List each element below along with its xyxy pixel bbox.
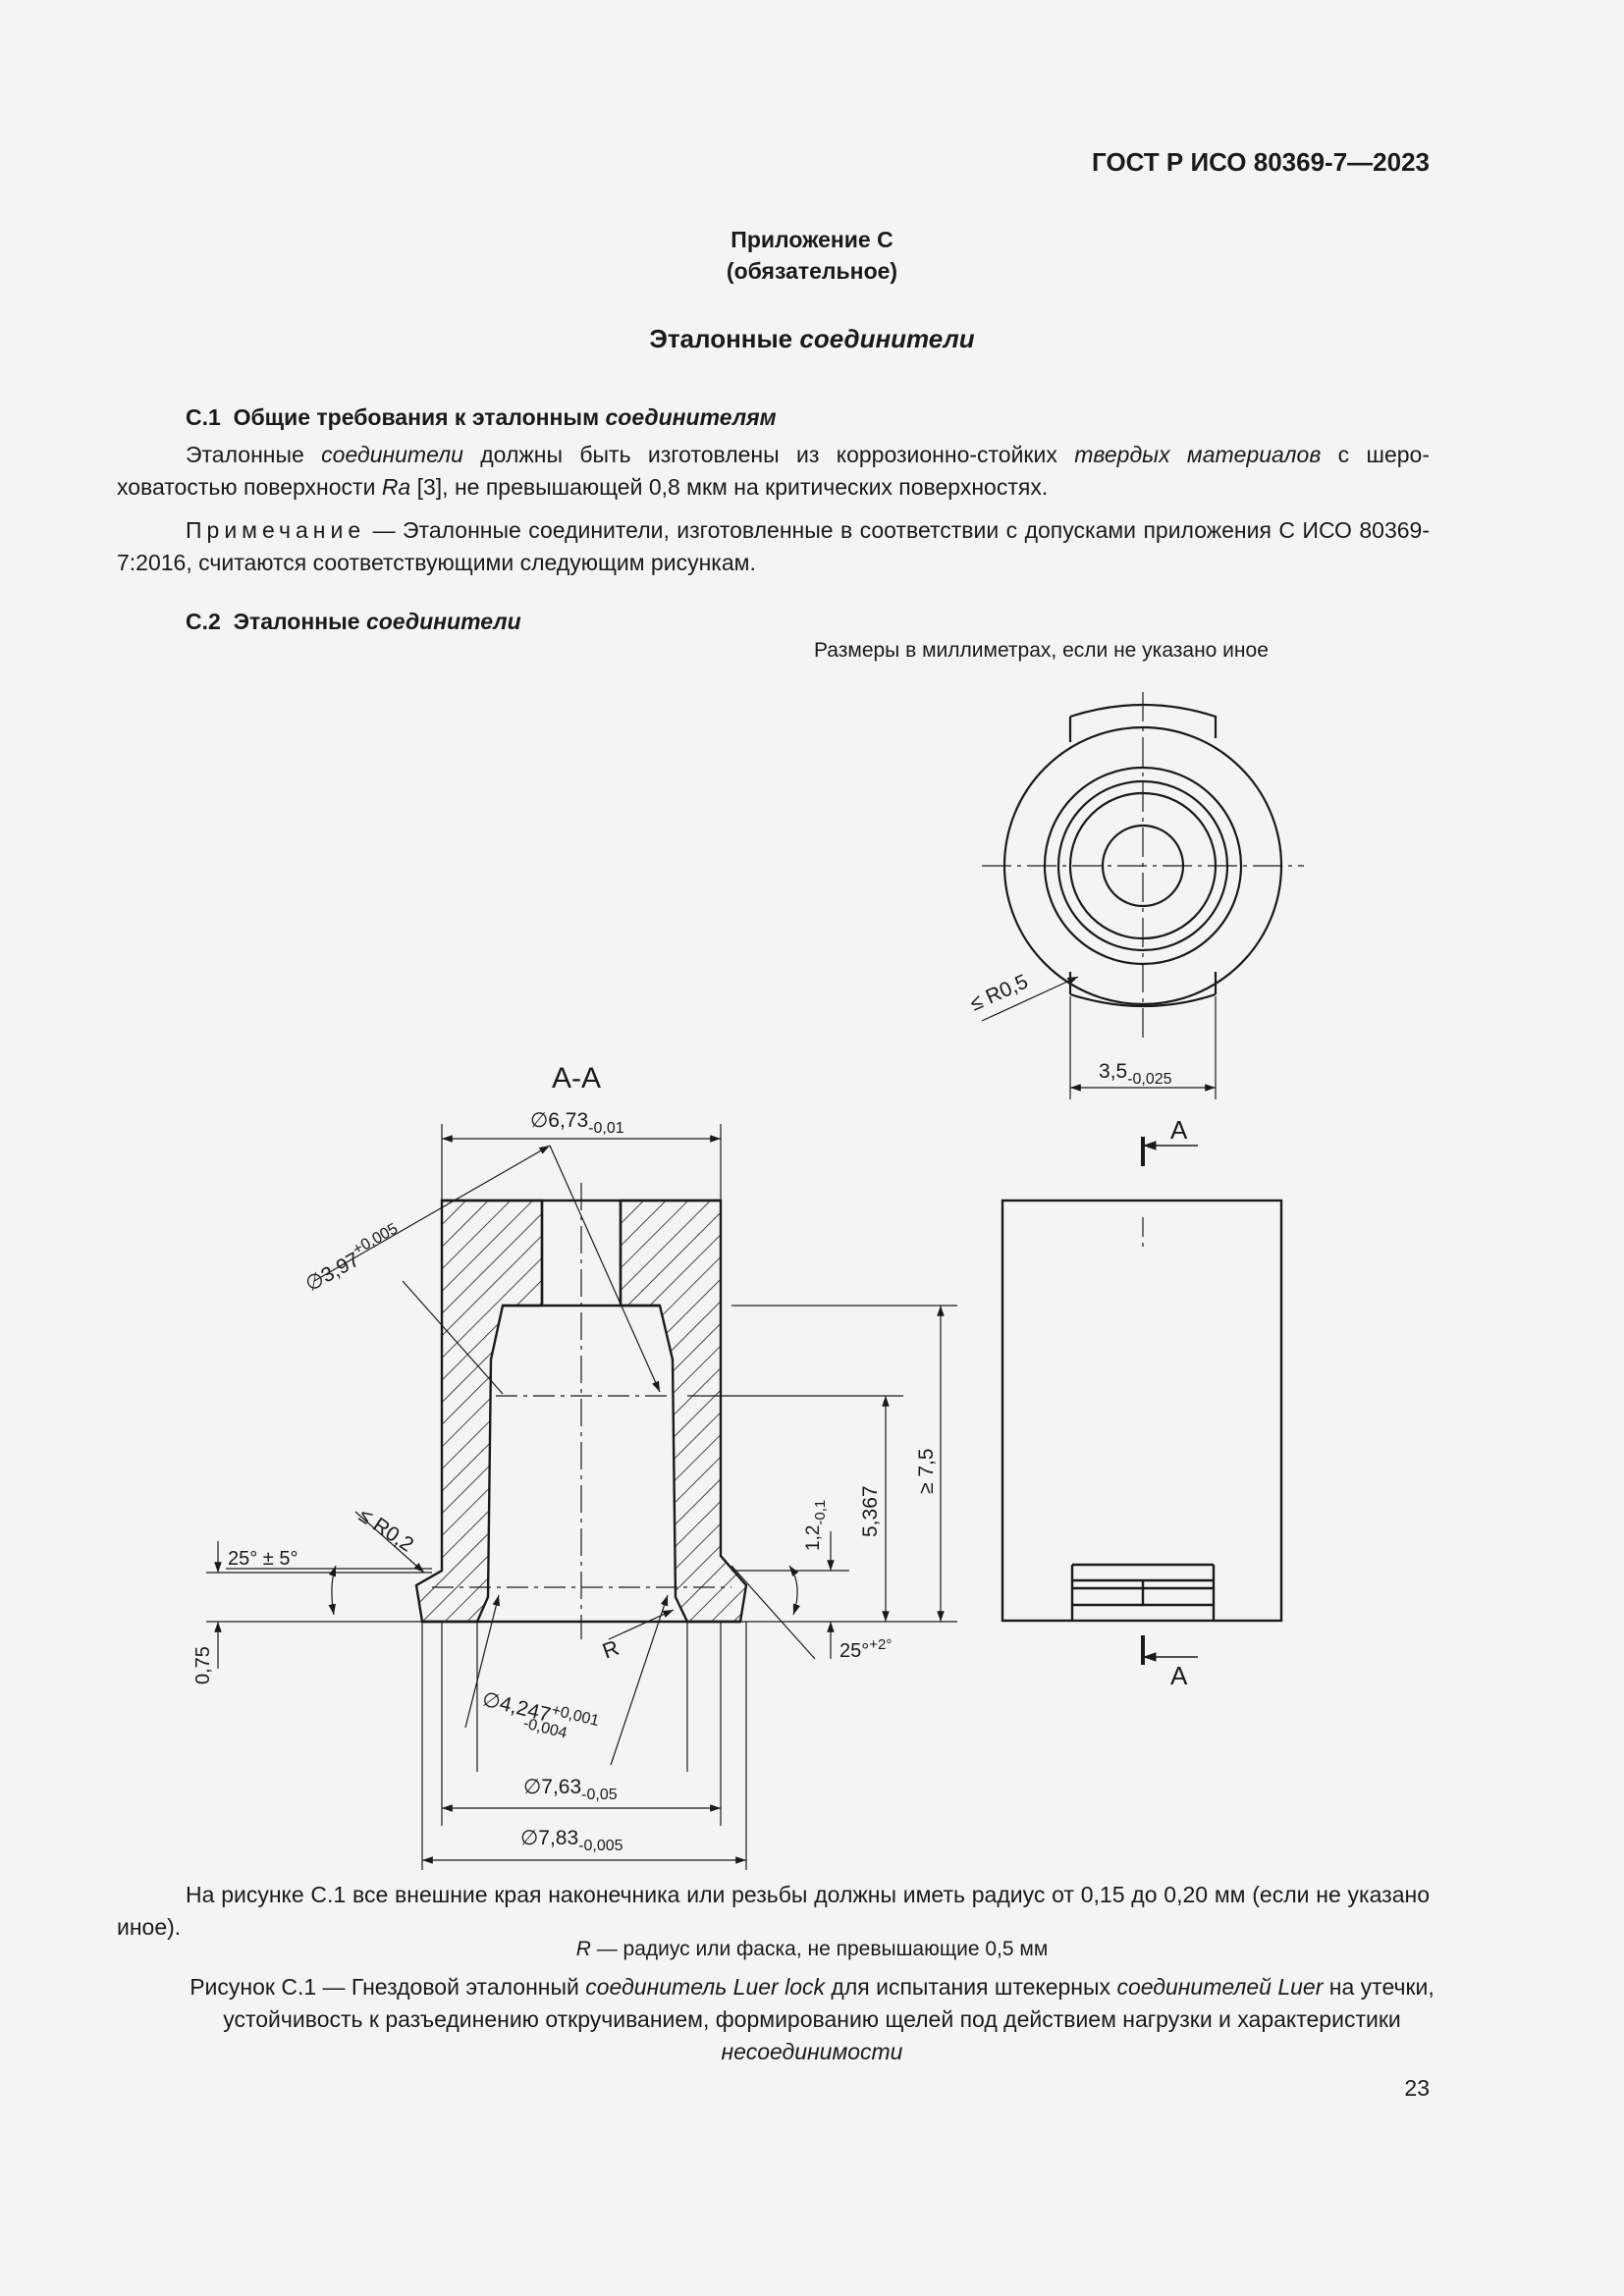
subsection-c2-heading: С.2 Эталонные соединители (186, 609, 521, 634)
dim-d783: $\emptyset 7,83_{-0,005}$ (520, 1827, 623, 1854)
dim-angle-25-2: 25°$^{+2^\circ}$ (839, 1636, 893, 1662)
annex-title: Приложение С (731, 227, 893, 252)
subsection-c1-heading: С.1 Общие требования к эталонным соединителям (186, 404, 777, 430)
annex-status: (обязательное) (726, 258, 898, 284)
dim-r05: ≤ R0,5 (966, 970, 1032, 1016)
section-title: Эталонные соединители (649, 324, 975, 353)
dim-d397: $\emptyset 3,97^{+0,005}$ (301, 1220, 402, 1297)
section-arrow-label-bottom: А (1170, 1661, 1188, 1690)
end-view (982, 692, 1304, 1099)
dim-12: $1,2_{-0,1}$ (803, 1499, 829, 1551)
dim-d4247: $\emptyset 4,247^{+0,001}-0,004$ (479, 1687, 601, 1742)
dim-r02: ≤ R0,2 (354, 1504, 418, 1557)
c1-note: Примечание — Эталонные соединители, изготовленные в соответствии с допусками приложения С ИСО 80369-7:2016, считаются соответствующими следующим рисункам. (117, 517, 1430, 575)
dimensions-note: Размеры в миллиметрах, если не указано иное (814, 639, 1269, 662)
dim-35: $3,5_{-0,025}$ (1099, 1060, 1172, 1088)
dim-5367: 5,367 (859, 1485, 882, 1537)
dim-75: ≥ 7,5 (915, 1448, 938, 1494)
dim-075: 0,75 (192, 1646, 214, 1684)
section-arrow-label-top: А (1170, 1115, 1188, 1145)
r-note: R — радиус или фаска, не превышающие 0,5 мм (575, 1938, 1049, 1960)
side-view (1002, 1137, 1281, 1665)
section-label: А-А (552, 1062, 602, 1095)
dim-d763: $\emptyset 7,63_{-0,05}$ (523, 1776, 618, 1803)
document-code: ГОСТ Р ИСО 80369-7—2023 (1092, 147, 1430, 177)
page-number: 23 (1404, 2075, 1430, 2101)
annex-heading (0, 224, 1624, 287)
dim-r: R (599, 1634, 623, 1664)
dim-angle-25-5: 25° ± 5° (228, 1548, 298, 1570)
dim-d673: $\emptyset 6,73_{-0,01}$ (530, 1109, 624, 1137)
technical-drawing (0, 677, 1624, 1875)
figure-caption: Рисунок С.1 — Гнездовой эталонный соединитель Luer lock для испытания штекерных соединителей Luer на утечки, устойчивость к разъединению откручиванием, формированию щелей под действием нагрузки и характеристики несоединимости (189, 1974, 1435, 2064)
figure-note: На рисунке С.1 все внешние края наконечника или резьбы должны иметь радиус от 0,15 до 0,20 мм (если не указано иное). (117, 1882, 1430, 1940)
c1-paragraph: Эталонные соединители должны быть изготовлены из коррозионно-стойких твердых материалов с шероховатостью поверхности Ra [3], не превышающей 0,8 мкм на критических поверхностях. (117, 442, 1431, 500)
